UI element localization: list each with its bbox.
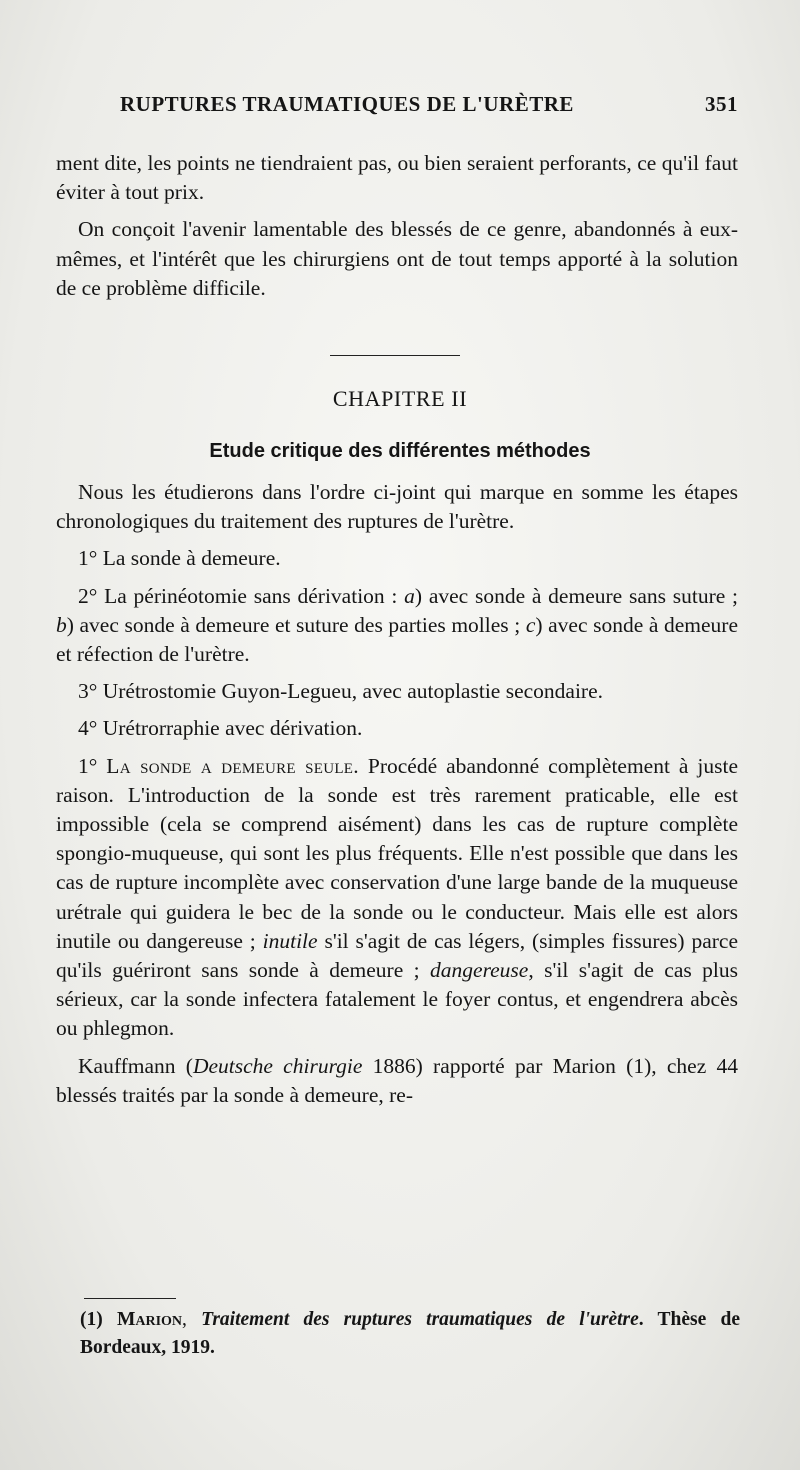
intro-block <box>56 149 738 303</box>
list-item-2-text-b: ) avec sonde à demeure sans suture ; <box>414 583 739 608</box>
page-number: 351 <box>705 92 738 116</box>
list-item-2-text-c: ) avec sonde à demeure et suture des parties molles ; <box>66 612 526 637</box>
list-item-4: 4° Urétrorraphie avec dérivation. <box>78 716 363 741</box>
section-1-word-inutile: inutile <box>262 928 318 953</box>
list-item-2-letter-a: a <box>404 583 415 608</box>
list-item-2-letter-c: c <box>525 612 536 637</box>
section-1-text-3: , s'il s'agit de cas plus sérieux, car la sonde infectera fatalement le foyer contus, et engendrera abcès ou phlegmon. <box>56 958 738 1041</box>
footnote <box>80 1306 740 1362</box>
list-item-1: 1° La sonde à demeure. <box>78 546 281 571</box>
kauffmann-paragraph <box>56 1052 738 1110</box>
running-title: RUPTURES TRAUMATIQUES DE L'URÈTRE <box>120 92 574 116</box>
kauffmann-text-2: 1886) rapporté par Marion (1), chez 44 blessés traités par la sonde à demeure, re- <box>56 1053 738 1107</box>
kauffmann-journal: Deutsche chirurgie <box>192 1053 363 1078</box>
section-1-heading: La sonde a demeure seule. <box>106 753 359 778</box>
main-text <box>56 478 738 1110</box>
footnote-author: Marion <box>116 1309 183 1330</box>
list-item-2-letter-b: b <box>56 612 67 637</box>
intro-paragraph: On conçoit l'avenir lamentable des blessés de ce genre, abandonnés à eux-mêmes, et l'intérêt que les chirurgiens ont de tout temps apporté à la solution de ce problème difficile. <box>56 217 738 300</box>
footnote-rest: . Thèse de Bordeaux, 1919. <box>80 1309 741 1358</box>
chapter-separator-rule <box>330 355 460 356</box>
section-1-paragraph <box>56 752 738 1044</box>
list-item-2-text-d: ) avec sonde à demeure et réfection de l'urètre. <box>56 612 738 667</box>
footnote-title: Traitement des ruptures traumatiques de l'urètre <box>201 1309 639 1330</box>
section-1-number: 1° <box>78 753 107 778</box>
kauffmann-text-1: Kauffmann ( <box>78 1053 193 1078</box>
list-item-2 <box>56 582 738 670</box>
section-1-text-1: Procédé abandonné complètement à juste raison. L'introduction de la sonde est très rarement praticable, elle est impossible (cela se comprend aisément) dans les cas de rupture complète spongio-muqueuse, qui sont les plus fréquents. Elle n'est possible que dans les cas de rupture incomplète avec conservation d'une large bande de la muqueuse urétrale qui guidera le bec de la sonde ou le conducteur. Mais elle est alors inutile ou dangereuse ; <box>56 753 738 953</box>
chapter-heading: CHAPITRE II <box>332 386 468 411</box>
list-item-2-text-a: 2° La périnéotomie sans dérivation : <box>78 583 405 608</box>
list-item-3: 3° Urétrostomie Guyon-Legueu, avec autoplastie secondaire. <box>78 679 604 704</box>
footnote-separator: , <box>182 1309 202 1330</box>
footnote-rule <box>84 1298 176 1299</box>
footnote-number: (1) <box>80 1309 117 1330</box>
chapter-title: Etude critique des différentes méthodes <box>209 440 591 462</box>
paragraph-intro: Nous les étudierons dans l'ordre ci-joint qui marque en somme les étapes chronologiques du traitement des ruptures de l'urètre. <box>56 480 738 534</box>
section-1-word-dangereuse: dangereuse <box>430 958 529 983</box>
intro-paragraph-continued: ment dite, les points ne tiendraient pas, ou bien seraient perforants, ce qu'il faut éviter à tout prix. <box>56 151 738 205</box>
running-head <box>120 92 740 122</box>
section-1-text-2: s'il s'agit de cas légers, (simples fissures) parce qu'ils guériront sans sonde à demeure ; <box>56 928 738 983</box>
